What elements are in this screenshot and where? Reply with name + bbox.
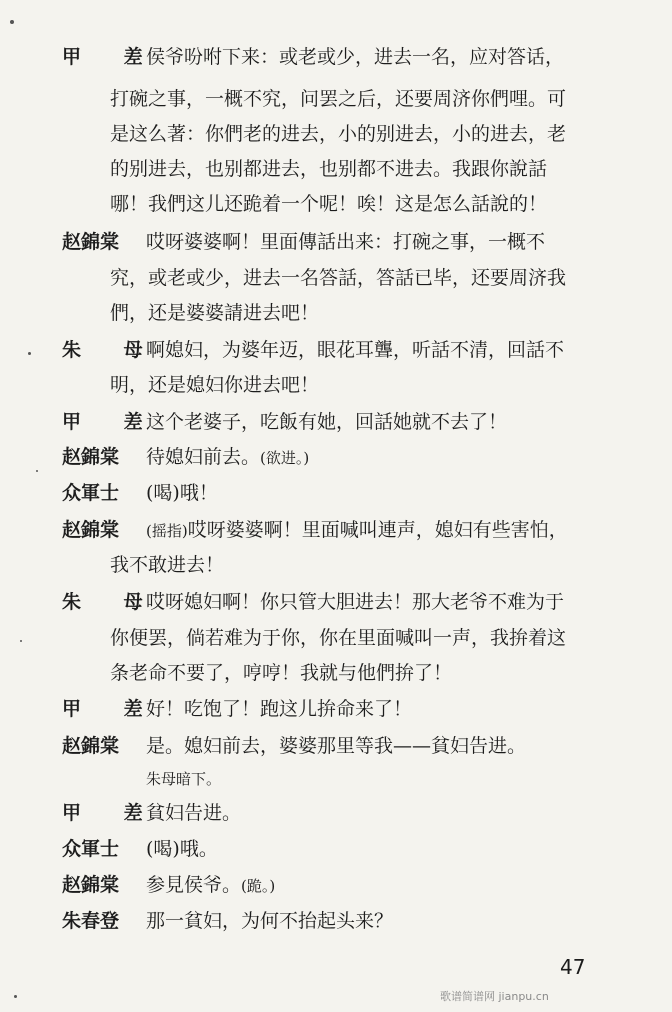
dialogue-line — [0, 296, 672, 330]
dialogue-line — [0, 476, 672, 510]
dialogue-text: 哎呀媳妇啊！你只管大胆进去！那大老爷不难为于 — [146, 591, 565, 613]
stage-direction-line — [0, 762, 672, 796]
dialogue-line — [0, 868, 672, 902]
dialogue-text — [146, 440, 644, 475]
dialogue-line — [0, 832, 672, 866]
speaker-name: 甲 差 — [62, 698, 161, 720]
speaker-name: 赵錦棠 — [62, 231, 120, 253]
speaker-name: 朱 母 — [62, 339, 161, 361]
dialogue-text: 究，或老或少，进去一名答話，答話已毕，还要周济我 — [110, 267, 567, 289]
dialogue-line — [0, 440, 672, 474]
page-number: 47 — [560, 955, 586, 979]
dialogue-line — [0, 729, 672, 763]
speaker-name: 众軍士 — [62, 838, 120, 860]
speaker-name: 甲 差 — [62, 46, 161, 68]
dialogue-line — [0, 796, 672, 830]
scan-speck — [10, 20, 14, 24]
stage-note: (跪。) — [241, 877, 276, 895]
dialogue-line — [0, 40, 672, 74]
dialogue-line — [0, 656, 672, 690]
dialogue-line — [0, 621, 672, 655]
dialogue-line — [0, 225, 672, 259]
dialogue-text: 好！吃饱了！跑这儿拚命来了！ — [146, 698, 413, 720]
dialogue-line — [0, 152, 672, 186]
dialogue-text: 你便罢，倘若难为于你，你在里面喊叫一声，我拚着这 — [110, 627, 567, 649]
dialogue-line — [0, 333, 672, 367]
dialogue-text: 哪！我們这儿还跪着一个呢！唉！这是怎么話說的！ — [110, 193, 548, 215]
dialogue-text: 們，还是婆婆請进去吧！ — [110, 302, 320, 324]
dialogue-text: 打碗之事，一概不究，问罢之后，还要周济你們哩。可 — [110, 88, 567, 110]
speaker-name: 赵錦棠 — [62, 519, 120, 541]
dialogue-text: (喝)哦！ — [146, 482, 218, 504]
dialogue-text: 这个老婆子，吃飯有她，回話她就不去了！ — [146, 411, 508, 433]
stage-note: (摇指) — [146, 522, 188, 540]
speaker-name: 赵錦棠 — [62, 735, 120, 757]
speaker-name: 甲 差 — [62, 411, 161, 433]
dialogue-text — [146, 868, 644, 903]
dialogue-line — [0, 904, 672, 938]
speaker-name: 朱春登 — [62, 910, 120, 932]
dialogue-line — [0, 117, 672, 151]
speaker-name: 赵錦棠 — [62, 874, 120, 896]
dialogue-text: 待媳妇前去。 — [146, 446, 261, 468]
dialogue-line — [0, 692, 672, 726]
dialogue-text: 条老命不要了，哼哼！我就与他們拚了！ — [110, 662, 453, 684]
dialogue-text — [146, 513, 644, 548]
dialogue-text: 我不敢进去！ — [110, 554, 225, 576]
speaker-name: 赵錦棠 — [62, 446, 120, 468]
stage-note: (欲进。) — [260, 449, 310, 467]
dialogue-line — [0, 405, 672, 439]
dialogue-line — [0, 82, 672, 116]
stage-direction: 朱母暗下。 — [146, 770, 222, 788]
dialogue-text: 哎呀婆婆啊！里面傳話出来：打碗之事，一概不 — [146, 231, 546, 253]
speaker-name: 朱 母 — [62, 591, 161, 613]
speaker-name: 甲 差 — [62, 802, 161, 824]
dialogue-text: 的别进去，也别都进去，也别都不进去。我跟你說話 — [110, 158, 548, 180]
scan-speck — [36, 470, 38, 472]
dialogue-line — [0, 261, 672, 295]
dialogue-line — [0, 368, 672, 402]
dialogue-text: 啊媳妇，为婆年迈，眼花耳聾，听話不清，回話不 — [146, 339, 565, 361]
dialogue-text: 侯爷吩咐下来：或老或少，进去一名，应对答话， — [146, 46, 565, 68]
dialogue-text: 那一貧妇，为何不抬起头来？ — [146, 910, 394, 932]
scan-speck — [20, 640, 22, 642]
speaker-name: 众軍士 — [62, 482, 120, 504]
dialogue-text: 参見侯爷。 — [146, 874, 242, 896]
dialogue-text: 明，还是媳妇你进去吧！ — [110, 374, 320, 396]
scan-speck — [28, 352, 31, 355]
dialogue-line — [0, 187, 672, 221]
dialogue-text: 貧妇告进。 — [146, 802, 242, 824]
scan-speck — [14, 995, 17, 998]
dialogue-line — [0, 585, 672, 619]
dialogue-line — [0, 548, 672, 582]
dialogue-text: (喝)哦。 — [146, 838, 218, 860]
dialogue-line — [0, 513, 672, 547]
dialogue-text: 是这么著：你們老的进去，小的别进去，小的进去，老 — [110, 123, 567, 145]
dialogue-text: 哎呀婆婆啊！里面喊叫連声，媳妇有些害怕， — [187, 519, 568, 541]
dialogue-text: 是。媳妇前去，婆婆那里等我——貧妇告进。 — [146, 735, 527, 757]
watermark: 歌谱简谱网 jianpu.cn — [440, 990, 549, 1003]
